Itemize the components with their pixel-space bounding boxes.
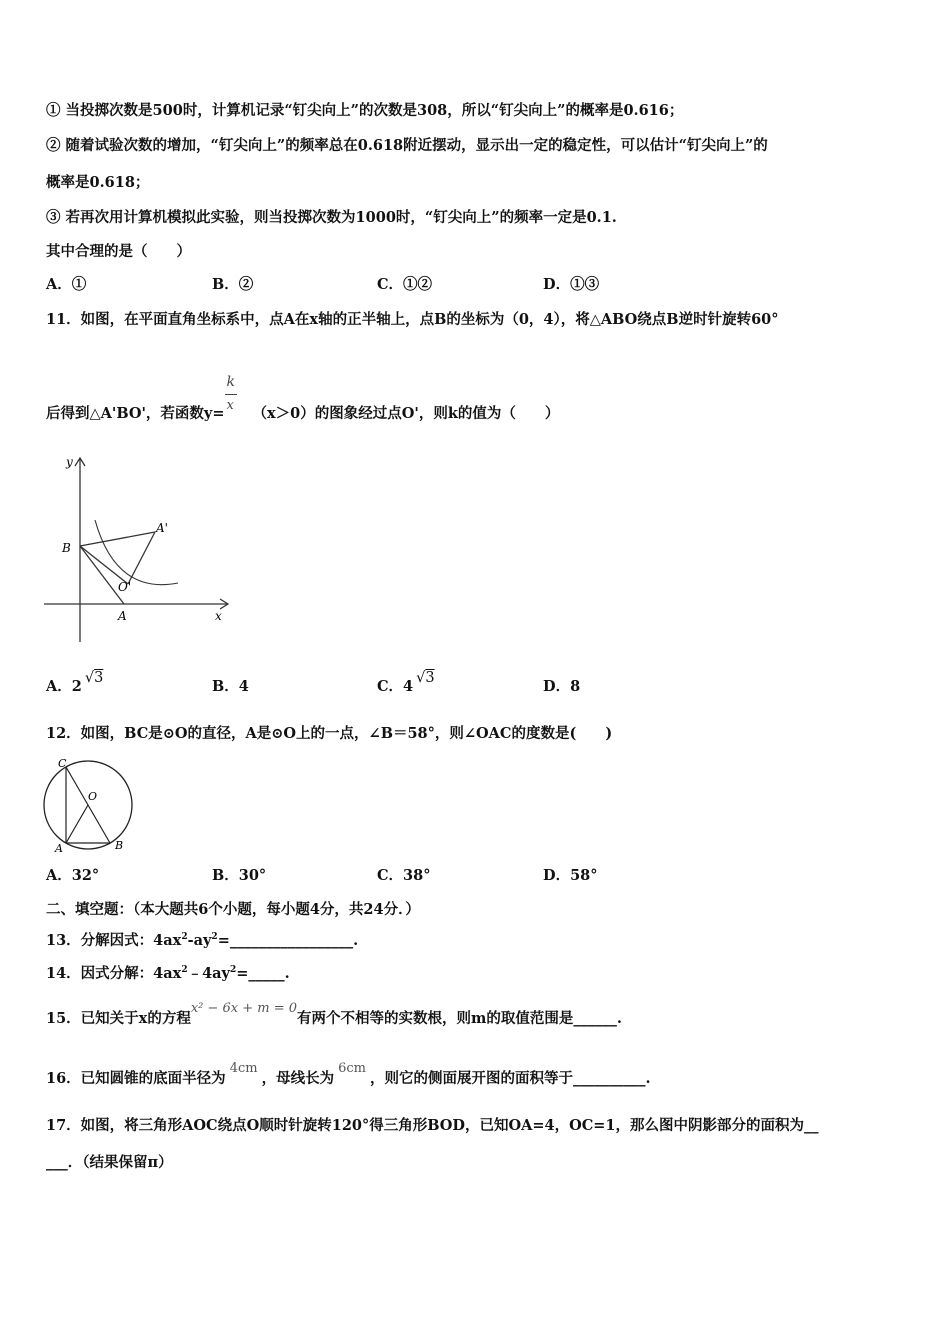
q12-label-B: B [115, 839, 124, 852]
q11-frac-num: k [226, 374, 235, 390]
q10-ask: 其中合理的是（ ） [46, 243, 191, 260]
q14-text: 14．因式分解：$4ax^2﹣4ay^2=\_\_\_\_\_$. [46, 964, 290, 982]
q10-statement-2: ② 随着试验次数的增加，“钉尖向上”的频率总在0.618附近摆动，显示出一定的稳定性，可以估计“钉尖向上”的 [46, 137, 768, 154]
q11-frac-den: x [226, 398, 234, 413]
q11-label-O1: O' [118, 580, 132, 594]
q10-statement-1: ① 当投掷次数是500时，计算机记录“钉尖向上”的次数是308，所以“钉尖向上”的概率是0.616； [46, 102, 684, 119]
q11-fraction [225, 374, 239, 418]
q10-statement-3: ③ 若再次用计算机模拟此实验，则当投掷次数为1000时，“钉尖向上”的频率一定是0.1. [46, 209, 617, 226]
q10-option-d: D．①③ [543, 276, 600, 293]
q11-option-c: C．4 √3 [377, 670, 435, 695]
q11-option-a: A．2 √3 [46, 670, 104, 695]
q11-option-a-radicand: 3 [94, 670, 104, 686]
q11-text-line1: 11．如图，在平面直角坐标系中，点A在x轴的正半轴上，点B的坐标为（0，4），将△ABO绕点B逆时针旋转60° [46, 311, 779, 328]
q12-label-O: O [88, 790, 98, 803]
q11-text-line2 [46, 374, 560, 424]
q13-text: 13．分解因式：$4ax^2-ay^2=\_\_\_\_\_\_\_\_\_\_\_\_\_\_\_\_\_$. [46, 931, 359, 949]
q11-label-A: A [118, 609, 127, 623]
q10-option-c: C．①② [377, 276, 433, 293]
q15-equation: x² − 6x + m = 0 [190, 1001, 298, 1016]
q16-slant-length: 6cm [338, 1061, 366, 1076]
q12-label-C: C [58, 757, 67, 770]
q10-option-a: A．① [46, 276, 87, 293]
q11-option-c-radicand: 3 [425, 670, 435, 686]
q11-option-b: B．4 [212, 678, 249, 695]
q11-text-pre: 后得到△A'BO'，若函数y= [46, 405, 225, 422]
q12-option-c: C．38° [377, 867, 431, 884]
q16-radius: 4cm [229, 1061, 258, 1076]
q11-frac-bar [225, 394, 237, 395]
q10-statement-2-cont: 概率是0.618； [46, 174, 150, 191]
q12-figure [40, 755, 140, 855]
q12-option-a: A．32° [46, 867, 100, 884]
q12-text: 12．如图，BC是⊙O的直径，A是⊙O上的一点，∠B＝58°，则∠OAC的度数是( ) [46, 725, 613, 742]
q11-label-y: y [66, 455, 73, 469]
q17-text-line2: ___．（结果保留π） [46, 1154, 173, 1171]
section-2-heading: 二、填空题：（本大题共6个小题，每小题4分，共24分．） [46, 901, 420, 918]
q11-label-B: B [62, 541, 71, 555]
q11-label-x: x [215, 609, 222, 623]
q16-text: 16．已知圆锥的底面半径为4cm，母线长为6cm，则它的侧面展开图的面积等于__________. [46, 1061, 651, 1087]
q11-option-d: D．8 [543, 678, 581, 695]
q17-text-line1: 17．如图，将三角形AOC绕点O顺时针旋转120°得三角形BOD，已知OA=4，OC=1，那么图中阴影部分的面积为__ [46, 1117, 819, 1134]
q12-label-A: A [55, 842, 63, 855]
q12-option-d: D．58° [543, 867, 598, 884]
q10-option-b: B．② [212, 276, 254, 293]
q15-text: 15．已知关于x的方程x² − 6x + m = 0有两个不相等的实数根，则m的取值范围是______. [46, 1001, 622, 1027]
q11-text-post: （x＞0）的图象经过点O'，则k的值为（ ） [252, 405, 560, 422]
q11-label-A1: A' [156, 521, 168, 535]
q12-option-b: B．30° [212, 867, 267, 884]
q11-figure [40, 450, 240, 650]
